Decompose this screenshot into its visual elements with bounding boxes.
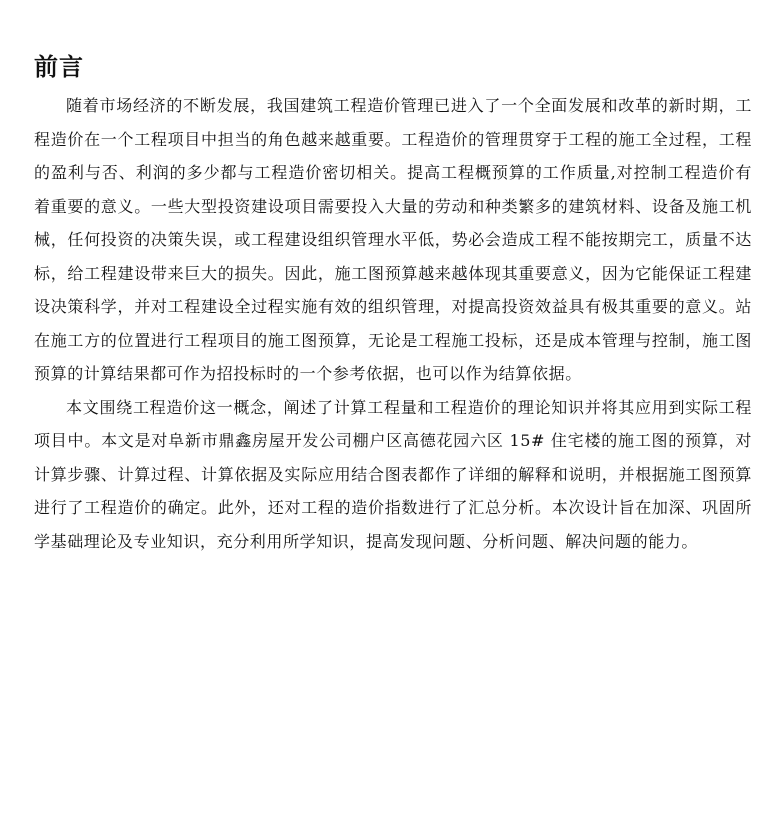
paragraph-1: 随着市场经济的不断发展，我国建筑工程造价管理已进入了一个全面发展和改革的新时期，工程造价在一个工程项目中担当的角色越来越重要。工程造价的管理贯穿于工程的施工全过程，工程的盈利与否、利润的多少都与工程造价密切相关。提高工程概预算的工作质量,对控制工程造价有着重要的意义。一些大型投资建设项目需要投入大量的劳动和种类繁多的建筑材料、设备及施工机械，任何投资的决策失误，或工程建设组织管理水平低，势必会造成工程不能按期完工，质量不达标，给工程建设带来巨大的损失。因此，施工图预算越来越体现其重要意义，因为它能保证工程建设决策科学，并对工程建设全过程实施有效的组织管理，对提高投资效益具有极其重要的意义。站在施工方的位置进行工程项目的施工图预算，无论是工程施工投标，还是成本管理与控制，施工图预算的计算结果都可作为招投标时的一个参考依据，也可以作为结算依据。 [34,96,752,383]
paragraph-2: 本文围绕工程造价这一概念，阐述了计算工程量和工程造价的理论知识并将其应用到实际工程项目中。本文是对阜新市鼎鑫房屋开发公司棚户区高德花园六区 15# 住宅楼的施工图的预算，对计算步骤、计算过程、计算依据及实际应用结合图表都作了详细的解释和说明，并根据施工图预算进行了工程造价的确定。此外，还对工程的造价指数进行了汇总分析。本次设计旨在加深、巩固所学基础理论及专业知识，充分利用所学知识，提高发现问题、分析问题、解决问题的能力。 [34,397,752,551]
body-text [34,89,752,558]
page-title: 前言 [34,53,84,81]
